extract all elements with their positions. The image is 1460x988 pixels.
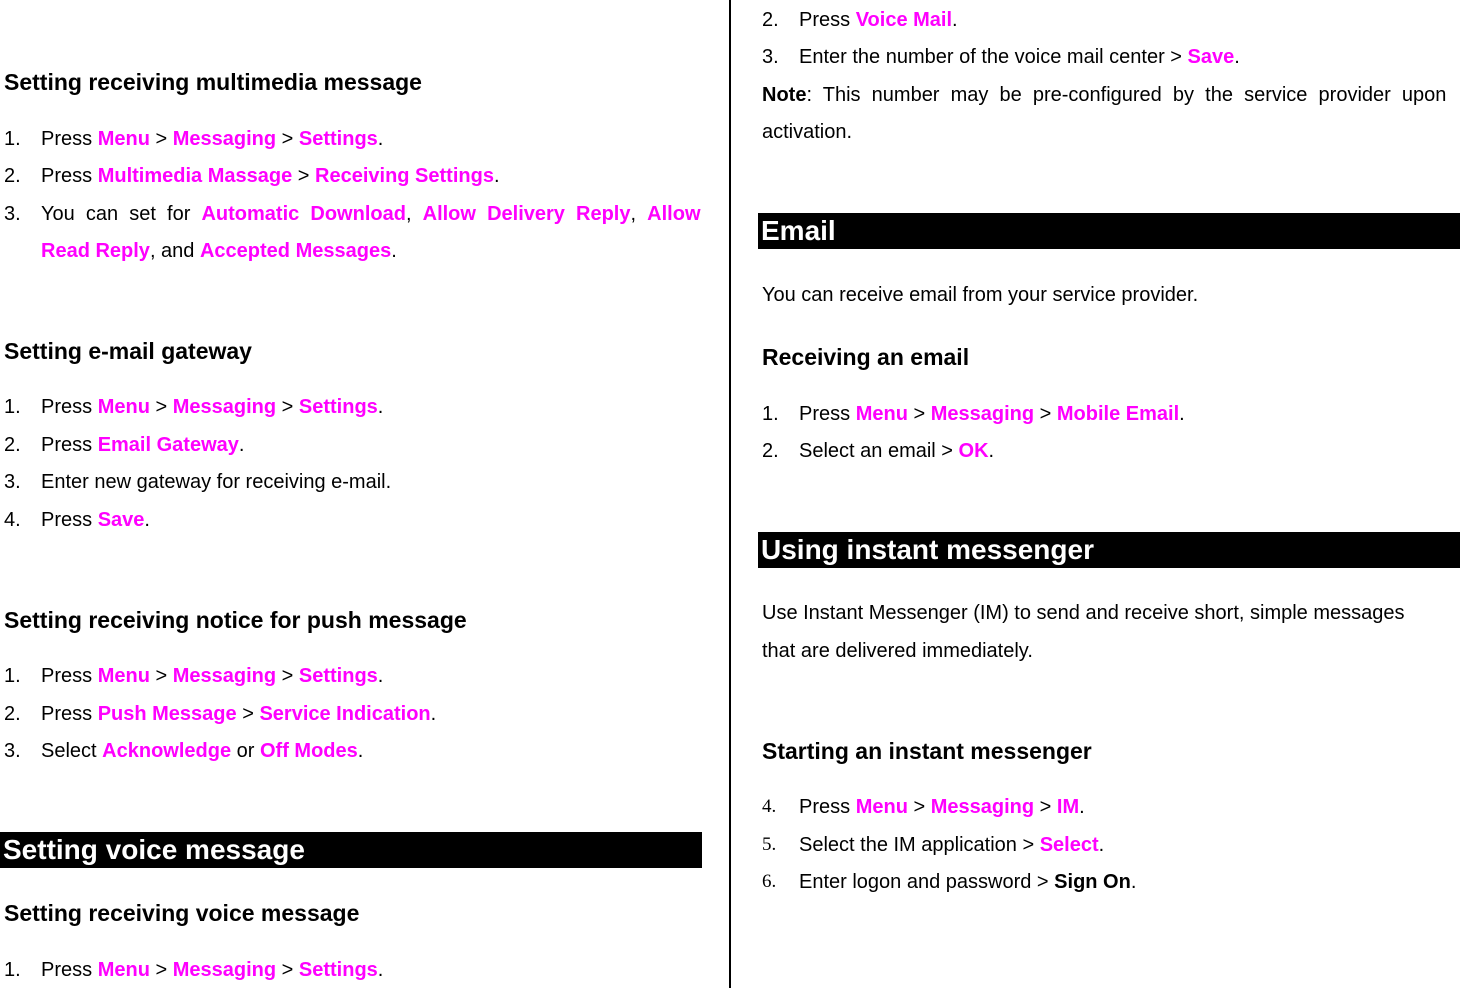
separator: > xyxy=(155,665,168,687)
menu-term: Read Reply xyxy=(41,240,150,262)
separator: > xyxy=(155,128,168,150)
item-number: 1. xyxy=(4,128,21,150)
paragraph: that are delivered immediately. xyxy=(762,640,1033,662)
menu-term: Settings xyxy=(298,665,378,687)
section-heading: Setting receiving notice for push message xyxy=(4,607,467,633)
punct: . xyxy=(238,434,245,456)
item-text: , and xyxy=(149,240,195,262)
menu-term: IM xyxy=(1056,796,1080,818)
section-heading: Setting receiving voice message xyxy=(4,900,360,926)
item-number: 1. xyxy=(4,665,21,687)
menu-term: Acknowledge xyxy=(102,740,232,762)
item-text: Press xyxy=(41,959,93,981)
punct: . xyxy=(1179,403,1185,425)
menu-term: Menu xyxy=(97,665,150,687)
section-bar: Using instant messenger xyxy=(758,532,1460,568)
item-text: or xyxy=(236,740,255,762)
separator: > xyxy=(297,165,310,187)
menu-term: Multimedia Massage xyxy=(97,165,293,187)
menu-term: Receiving Settings xyxy=(315,165,494,187)
punct: . xyxy=(952,9,958,31)
item-number: 2. xyxy=(4,703,21,725)
menu-term: Email Gateway xyxy=(97,434,239,456)
menu-term: Messaging xyxy=(172,396,277,418)
punct: . xyxy=(391,240,397,262)
item-number: 1. xyxy=(762,403,779,425)
item-number: 3. xyxy=(4,471,21,493)
item-text: Enter logon and password > xyxy=(799,871,1049,893)
section-bar: Email xyxy=(758,213,1460,249)
punct: . xyxy=(430,703,437,725)
separator: > xyxy=(155,959,168,981)
item-text: Enter new gateway for receiving e-mail. xyxy=(41,471,392,493)
menu-term: Accepted Messages xyxy=(199,240,392,262)
item-number: 2. xyxy=(4,165,21,187)
item-text: Press xyxy=(41,396,93,418)
punct: . xyxy=(144,509,150,531)
menu-term: Menu xyxy=(855,403,908,425)
punct: . xyxy=(377,665,384,687)
section-heading: Starting an instant messenger xyxy=(762,738,1092,764)
item-text: Press xyxy=(41,165,93,187)
item-text: Press xyxy=(41,128,93,150)
menu-term: Messaging xyxy=(172,128,277,150)
punct: . xyxy=(357,740,364,762)
separator: > xyxy=(281,396,294,418)
punct: , xyxy=(405,203,412,225)
menu-term: Menu xyxy=(855,796,908,818)
item-text: Enter the number of the voice mail center > xyxy=(799,46,1182,68)
punct: . xyxy=(377,396,384,418)
separator: > xyxy=(155,396,168,418)
separator: > xyxy=(1039,796,1052,818)
item-text: Press xyxy=(41,509,93,531)
column-divider xyxy=(729,0,731,988)
separator: > xyxy=(281,959,294,981)
punct: . xyxy=(1234,46,1240,68)
separator: > xyxy=(242,703,254,725)
menu-term: Menu xyxy=(97,959,150,981)
menu-term: Messaging xyxy=(172,665,277,687)
section-heading: Setting e-mail gateway xyxy=(4,338,252,364)
item-text: Press xyxy=(799,9,851,31)
menu-term: Messaging xyxy=(172,959,277,981)
menu-term: Messaging xyxy=(930,796,1035,818)
separator: > xyxy=(913,796,926,818)
note-line xyxy=(762,83,1446,107)
item-text: Press xyxy=(799,796,851,818)
menu-term: Off Modes xyxy=(260,740,358,762)
note-text: : This number may be pre-configured by the service provider upon xyxy=(806,84,1447,106)
separator: > xyxy=(281,128,294,150)
punct: . xyxy=(493,165,500,187)
separator: > xyxy=(1039,403,1052,425)
item-number: 5. xyxy=(762,834,777,855)
item-number: 2. xyxy=(4,434,21,456)
paragraph: You can receive email from your service provider. xyxy=(762,284,1199,306)
item-number: 6. xyxy=(762,871,777,892)
item-text: Select xyxy=(41,740,97,762)
paragraph: Use Instant Messenger (IM) to send and receive short, simple messages xyxy=(762,602,1405,624)
menu-term: Menu xyxy=(97,396,150,418)
menu-term: Allow xyxy=(647,203,701,225)
item-number: 2. xyxy=(762,9,779,31)
item-text: Press xyxy=(41,434,93,456)
punct: . xyxy=(988,440,995,462)
item-number: 1. xyxy=(4,396,21,418)
menu-term: OK xyxy=(958,440,989,462)
item-text: Press xyxy=(41,665,93,687)
item-number: 3. xyxy=(762,46,779,68)
item-number: 4. xyxy=(4,509,21,531)
menu-term: Save xyxy=(1187,46,1235,68)
separator: > xyxy=(913,403,926,425)
item-text: Select the IM application > xyxy=(799,834,1035,856)
item-number: 3. xyxy=(4,740,21,762)
menu-term: Push Message xyxy=(97,703,237,725)
menu-term: Service Indication xyxy=(259,703,431,725)
punct: , xyxy=(630,203,637,225)
punct: . xyxy=(377,128,384,150)
punct: . xyxy=(1079,796,1085,818)
menu-term: Settings xyxy=(298,396,378,418)
note-line: activation. xyxy=(762,121,853,143)
menu-term: Voice Mail xyxy=(855,9,953,31)
item-number: 2. xyxy=(762,440,779,462)
menu-term: Save xyxy=(97,509,145,531)
menu-term: Select xyxy=(1039,834,1099,856)
section-bar: Setting voice message xyxy=(0,832,702,868)
menu-term: Allow Delivery Reply xyxy=(422,203,631,225)
item-text: You can set for xyxy=(41,203,191,225)
menu-term: Settings xyxy=(298,128,378,150)
item-text: Press xyxy=(799,403,851,425)
punct: . xyxy=(377,959,384,981)
punct: . xyxy=(1098,834,1105,856)
section-heading: Receiving an email xyxy=(762,344,970,370)
item-text: Select an email > xyxy=(799,440,953,462)
punct: . xyxy=(1130,871,1137,893)
menu-term: Automatic Download xyxy=(201,203,406,225)
menu-term: Settings xyxy=(298,959,378,981)
item-text: Press xyxy=(41,703,93,725)
menu-term: Menu xyxy=(97,128,150,150)
item-number: 3. xyxy=(4,203,21,225)
separator: > xyxy=(281,665,294,687)
note-label: Note xyxy=(762,84,807,106)
item-number: 1. xyxy=(4,959,21,981)
bold-term: Sign On xyxy=(1054,871,1131,893)
section-heading: Setting receiving multimedia message xyxy=(4,69,422,95)
menu-term: Messaging xyxy=(930,403,1035,425)
item-number: 4. xyxy=(762,796,777,817)
menu-term: Mobile Email xyxy=(1056,403,1180,425)
